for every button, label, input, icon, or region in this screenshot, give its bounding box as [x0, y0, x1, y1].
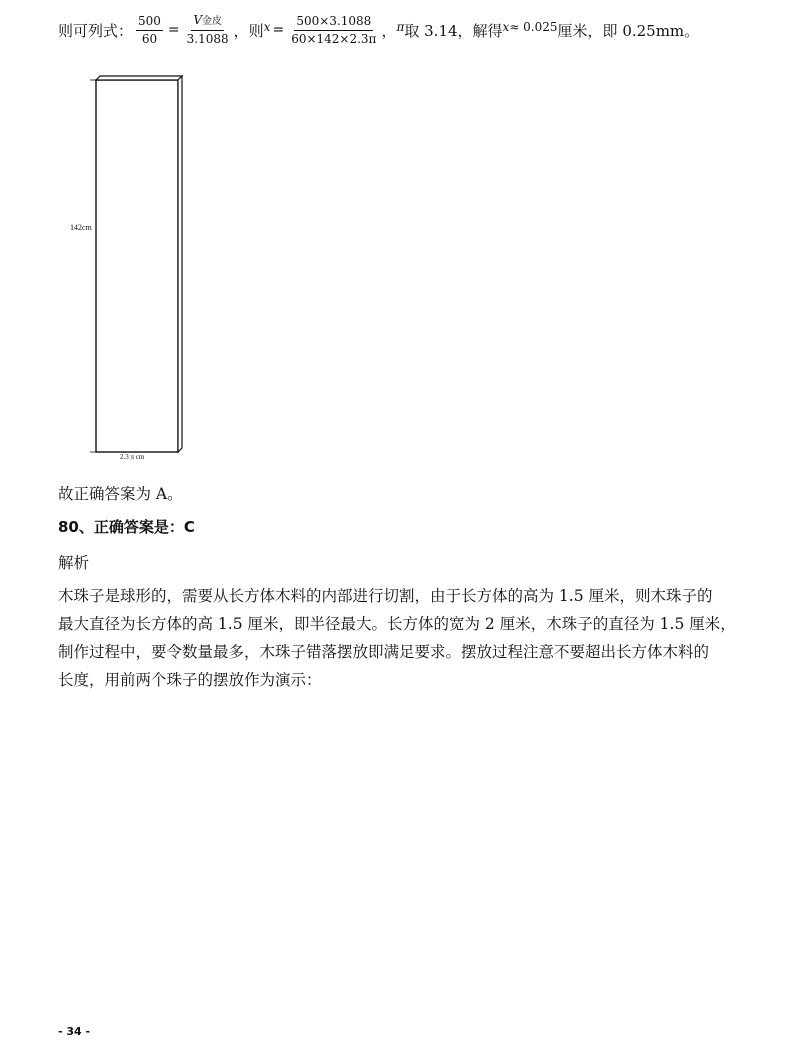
prism-side-face: [178, 76, 182, 452]
equals-sign-2: =: [272, 22, 285, 38]
formula-line: [58, 8, 699, 52]
formula-connector: ，则: [233, 21, 264, 40]
pi-text: 取 3.14，解得: [404, 21, 503, 40]
approx-value: ≈ 0.025: [509, 20, 558, 34]
variable-x-2: x: [502, 20, 510, 34]
analysis-line: 制作过程中，要令数量最多，木珠子错落摆放即满足要求。摆放过程注意不要超出长方体木料的: [58, 643, 710, 661]
fraction-denominator: 3.1088: [186, 32, 229, 46]
prism-top-face: [96, 76, 182, 80]
prism-figure: [68, 74, 198, 466]
fraction-numerator: 500×3.1088: [294, 14, 373, 31]
analysis-line: 最大直径为长方体的高 1.5 厘米，即半径最大。长方体的宽为 2 厘米，木珠子的直径为 1.5 厘米，: [58, 615, 736, 633]
fraction-x-solution: [289, 14, 378, 47]
pi-symbol: π: [396, 20, 405, 34]
width-label: 2.3 π cm: [120, 453, 145, 461]
question-heading: 80、正确答案是：C: [58, 518, 195, 536]
fraction-numerator: 500: [136, 14, 163, 31]
formula-suffix: 厘米，即 0.25mm。: [557, 21, 700, 40]
fraction-denominator: 60×142×2.3π: [291, 31, 377, 46]
formula-prefix: 则可列式：: [58, 21, 134, 40]
fraction-numerator: [191, 13, 224, 31]
analysis-label: 解析: [58, 554, 90, 572]
fraction-denominator: 60: [141, 31, 158, 46]
comma: ，: [381, 21, 397, 40]
fraction-500-over-60: [136, 14, 163, 47]
variable-x: x: [263, 20, 271, 34]
analysis-line: 木珠子是球形的，需要从长方体木料的内部进行切割，由于长方体的高为 1.5 厘米，则木珠子的: [58, 587, 713, 605]
equals-sign: =: [167, 22, 180, 38]
prism-front-face: [96, 80, 178, 452]
analysis-line: 长度，用前两个珠子的摆放作为演示：: [58, 671, 322, 689]
volume-subscript: 金皮: [201, 16, 222, 27]
page-number: - 34 -: [58, 1025, 91, 1038]
fraction-volume-over-3-1088: [185, 13, 231, 47]
volume-symbol: V: [193, 13, 202, 27]
height-label: 142cm: [70, 223, 92, 232]
answer-sentence: 故正确答案为 A。: [58, 485, 183, 503]
